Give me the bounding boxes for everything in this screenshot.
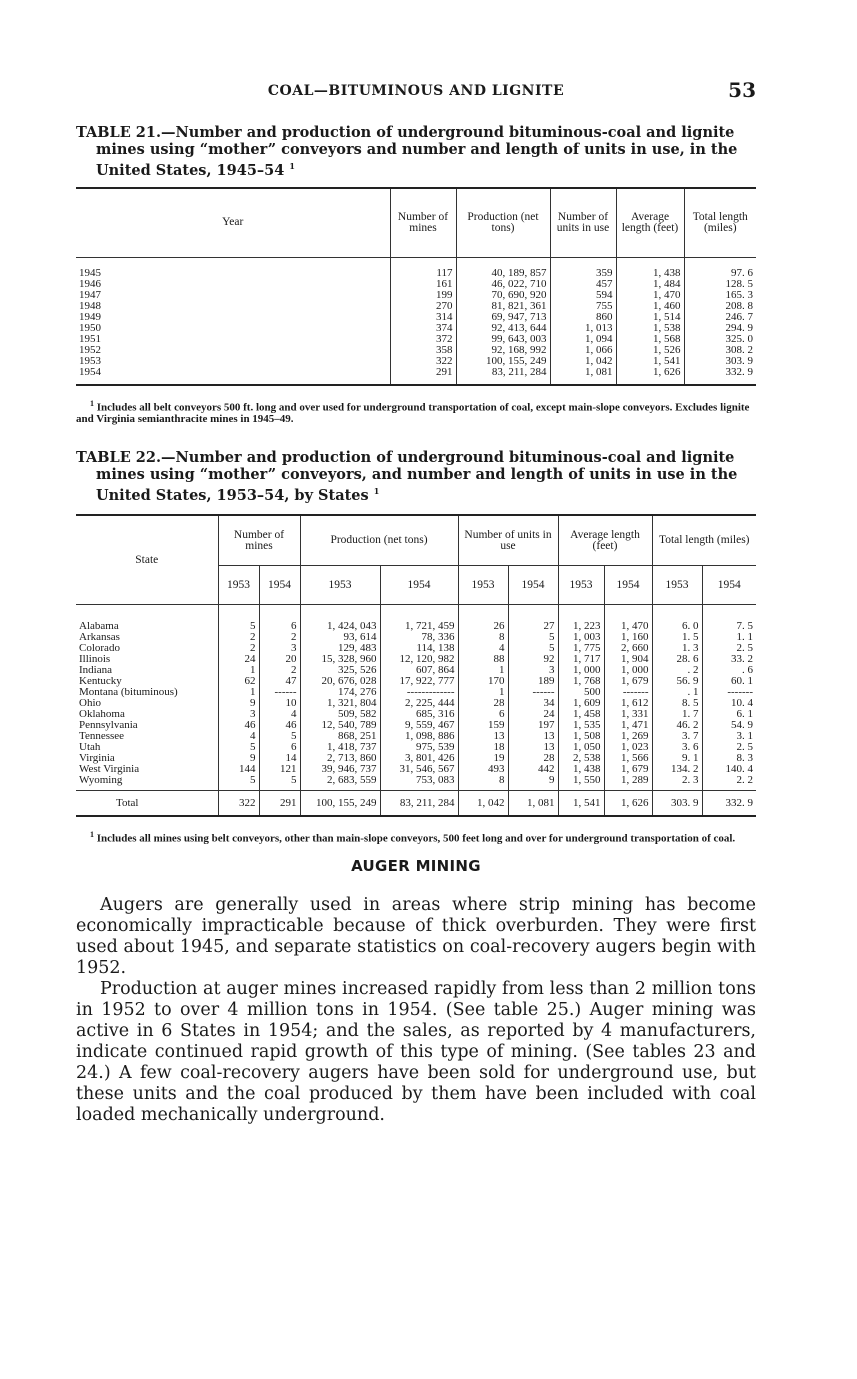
table22-value-cell: 27	[508, 605, 558, 633]
table22-value-cell: 3	[508, 665, 558, 676]
table22-value-cell: 1, 418, 737	[300, 742, 380, 753]
table22-state-cell: Virginia	[79, 752, 115, 765]
table22-value-cell: 8. 3	[702, 753, 756, 764]
table21-value-cell: 40, 189, 857	[456, 257, 550, 279]
table21-value-cell: 165. 3	[684, 290, 756, 301]
table22-value-cell: 62	[218, 676, 259, 687]
table22-value-cell: 114, 138	[380, 643, 458, 654]
table22-value-cell: 6. 1	[702, 709, 756, 720]
table22-value-cell: 1, 424, 043	[300, 605, 380, 633]
table22-value-cell: 13	[508, 742, 558, 753]
table22-value-cell: ------	[508, 687, 558, 698]
table22-total-cell: 1, 626	[604, 791, 652, 817]
running-title: COAL—BITUMINOUS AND LIGNITE	[267, 83, 565, 99]
table22-value-cell: 1, 223	[558, 605, 604, 633]
table21-col-production: Production (net tons)	[456, 188, 550, 258]
table22-value-cell: 8	[458, 775, 508, 791]
table21-year-cell: 1948	[79, 299, 101, 312]
table22-year-header: 1953	[458, 565, 508, 604]
table21-col-mines: Number of mines	[390, 188, 456, 258]
table22-value-cell: 140. 4	[702, 764, 756, 775]
table22-value-cell: 1, 612	[604, 698, 652, 709]
table22-value-cell: 4	[218, 731, 259, 742]
table22-value-cell: 34	[508, 698, 558, 709]
table22-row	[76, 605, 756, 633]
table22-total-cell: 291	[259, 791, 300, 817]
table21-value-cell: 1, 013	[550, 323, 616, 334]
table22-value-cell: 325, 526	[300, 665, 380, 676]
table22-state-cell: Illinois	[79, 653, 111, 666]
table21-value-cell: 860	[550, 312, 616, 323]
table21-value-cell: 46, 022, 710	[456, 279, 550, 290]
table22-value-cell: 92	[508, 654, 558, 665]
table22-year-header: 1954	[702, 565, 756, 604]
table21-value-cell: 199	[390, 290, 456, 301]
table22-value-cell: 9. 1	[652, 753, 702, 764]
table22-value-cell: 1, 160	[604, 632, 652, 643]
table21-value-cell: 100, 155, 249	[456, 356, 550, 367]
table21-col-year: Year	[76, 188, 390, 258]
table21-year-cell: 1954	[79, 365, 101, 378]
table21	[76, 187, 756, 386]
table22-state-cell: Tennessee	[79, 730, 125, 743]
table22-value-cell: 24	[218, 654, 259, 665]
table22-total-label: Total	[76, 791, 218, 817]
table22-value-cell: 1, 050	[558, 742, 604, 753]
table22-value-cell: 3	[218, 709, 259, 720]
table22-value-cell: 1, 471	[604, 720, 652, 731]
table21-value-cell: 1, 470	[616, 290, 684, 301]
table21-value-cell: 1, 541	[616, 356, 684, 367]
table22-value-cell: 500	[558, 687, 604, 698]
table21-value-cell: 1, 460	[616, 301, 684, 312]
table22-group-mines: Number of mines	[218, 515, 300, 565]
table22-value-cell: 1. 5	[652, 632, 702, 643]
table22-year-header: 1954	[604, 565, 652, 604]
table22-value-cell: 1, 098, 886	[380, 731, 458, 742]
table21-value-cell: 83, 211, 284	[456, 367, 550, 385]
table21-value-cell: 117	[390, 257, 456, 279]
table22-value-cell: 54. 9	[702, 720, 756, 731]
table21-value-cell: 208. 8	[684, 301, 756, 312]
table22-value-cell: -------	[604, 687, 652, 698]
table22-value-cell: 4	[458, 643, 508, 654]
table22-value-cell: 1, 775	[558, 643, 604, 654]
table22-value-cell: 24	[508, 709, 558, 720]
table22-value-cell: 88	[458, 654, 508, 665]
table21-value-cell: 594	[550, 290, 616, 301]
table21-value-cell: 92, 168, 992	[456, 345, 550, 356]
table22-value-cell: 78, 336	[380, 632, 458, 643]
table22-value-cell: 1, 269	[604, 731, 652, 742]
table22-group-avg-length: Average length (feet)	[558, 515, 652, 565]
table22-value-cell: 13	[508, 731, 558, 742]
table22-value-cell: 685, 316	[380, 709, 458, 720]
table22-value-cell: 18	[458, 742, 508, 753]
table22-value-cell: 4	[259, 709, 300, 720]
table21-value-cell: 97. 6	[684, 257, 756, 279]
table22-state-cell: Colorado	[79, 642, 120, 655]
body-paragraph-1: Augers are generally used in areas where strip mining has become economically impracticable because of thick overburden. They were first used about 1945, and separate statistics on coal-recovery augers begin with 1952.	[76, 894, 756, 978]
table22-value-cell: 9	[508, 775, 558, 791]
table22-value-cell: 1, 458	[558, 709, 604, 720]
table21-caption-note: 1	[289, 161, 295, 171]
table22-value-cell: 1, 023	[604, 742, 652, 753]
table22-value-cell: 1, 289	[604, 775, 652, 791]
table22-value-cell: 5	[508, 643, 558, 654]
table21-year-cell: 1949	[79, 310, 101, 323]
body-paragraph-2: Production at auger mines increased rapidly from less than 2 million tons in 1952 to over 4 million tons in 1954. (See table 25.) Auger mining was active in 6 States in 1954; and the sales, as reported by 4 manufacturers, indicate continued rapid growth of this type of mining. (See tables 23 and 24.) A few coal-recovery augers have been sold for underground use, but these units and the coal produced by them have been included with coal loaded mechanically underground.	[76, 978, 756, 1125]
table22-value-cell: 5	[508, 632, 558, 643]
table21-value-cell: 92, 413, 644	[456, 323, 550, 334]
table21-year-cell: 1953	[79, 354, 101, 367]
table22-value-cell: 56. 9	[652, 676, 702, 687]
running-head	[76, 78, 756, 104]
table21-value-cell: 1, 568	[616, 334, 684, 345]
table21-value-cell: 372	[390, 334, 456, 345]
table22-total-row	[76, 791, 756, 817]
table22-state-cell: Kentucky	[79, 675, 122, 688]
table22-value-cell: 129, 483	[300, 643, 380, 654]
table22-value-cell: 1. 3	[652, 643, 702, 654]
table21-value-cell: 1, 626	[616, 367, 684, 385]
table22-value-cell: 1, 508	[558, 731, 604, 742]
table22-value-cell: 1	[458, 687, 508, 698]
table22-value-cell: 5	[218, 605, 259, 633]
table22-value-cell: 39, 946, 737	[300, 764, 380, 775]
table22-value-cell: 9, 559, 467	[380, 720, 458, 731]
table22-value-cell: 2, 660	[604, 643, 652, 654]
table21-footnote-mark: 1	[90, 398, 94, 408]
table22-value-cell: 10	[259, 698, 300, 709]
table22-value-cell: 31, 546, 567	[380, 764, 458, 775]
table22-value-cell: 1, 679	[604, 764, 652, 775]
table22-value-cell: 1	[218, 687, 259, 698]
table22-value-cell: 1	[218, 665, 259, 676]
table21-value-cell: 359	[550, 257, 616, 279]
table21-row	[76, 367, 756, 385]
table22-value-cell: 8	[458, 632, 508, 643]
table22-value-cell: 26	[458, 605, 508, 633]
table22-value-cell: 5	[218, 742, 259, 753]
table22-caption-note: 1	[373, 486, 380, 497]
table22-value-cell: 144	[218, 764, 259, 775]
table22-value-cell: 2, 683, 559	[300, 775, 380, 791]
table22-value-cell: 2	[259, 665, 300, 676]
table22-value-cell: 19	[458, 753, 508, 764]
table22-footnote	[76, 829, 756, 845]
table21-footnote	[76, 398, 756, 426]
table22-value-cell: 1, 768	[558, 676, 604, 687]
section-heading: AUGER MINING	[351, 856, 481, 875]
table22-value-cell: 442	[508, 764, 558, 775]
table22-value-cell: . 6	[702, 665, 756, 676]
table21-value-cell: 322	[390, 356, 456, 367]
table21-value-cell: 1, 042	[550, 356, 616, 367]
table22-value-cell: 20, 676, 028	[300, 676, 380, 687]
table22-value-cell: 1, 609	[558, 698, 604, 709]
table22-total-cell: 303. 9	[652, 791, 702, 817]
table21-year-cell: 1946	[79, 277, 101, 290]
table22-state-cell: Alabama	[79, 620, 119, 633]
table22-year-header: 1953	[652, 565, 702, 604]
table21-year-cell: 1952	[79, 343, 101, 356]
table22-value-cell: 3. 1	[702, 731, 756, 742]
table21-value-cell: 755	[550, 301, 616, 312]
table21-value-cell: 291	[390, 367, 456, 385]
table22-value-cell: 1, 438	[558, 764, 604, 775]
table21-year-cell: 1950	[79, 321, 101, 334]
table22-value-cell: ------	[259, 687, 300, 698]
table22-footnote-text: Includes all mines using belt conveyors, other than main-slope conveyors, 500 feet long and over for underground transportation of coal.	[96, 832, 736, 845]
table22-group-production: Production (net tons)	[300, 515, 458, 565]
table22-value-cell: 1, 470	[604, 605, 652, 633]
table21-caption-text: TABLE 21.—Number and production of underground bituminous-coal and lignite mines using “mother” conveyors and number and length of units in use, in the United States, 1945–54	[76, 124, 738, 179]
table22-value-cell: 1, 535	[558, 720, 604, 731]
table22-value-cell: 170	[458, 676, 508, 687]
table21-value-cell: 457	[550, 279, 616, 290]
table21-col-total-length: Total length (miles)	[684, 188, 756, 258]
table21-year-cell: 1947	[79, 288, 101, 301]
table21-value-cell: 1, 514	[616, 312, 684, 323]
table22-value-cell: 134. 2	[652, 764, 702, 775]
table21-value-cell: 303. 9	[684, 356, 756, 367]
table22-value-cell: 2	[218, 632, 259, 643]
table22-total-cell: 1, 042	[458, 791, 508, 817]
table22-state-cell: Indiana	[79, 664, 112, 677]
table22-value-cell: 2, 713, 860	[300, 753, 380, 764]
table22-caption	[76, 449, 756, 504]
table22-body	[76, 605, 756, 791]
table22-value-cell: 3, 801, 426	[380, 753, 458, 764]
table22-year-header: 1954	[508, 565, 558, 604]
table22-value-cell: 3. 6	[652, 742, 702, 753]
table22-value-cell: 5	[218, 775, 259, 791]
table22-value-cell: 17, 922, 777	[380, 676, 458, 687]
table21-value-cell: 1, 484	[616, 279, 684, 290]
table22-total-cell: 332. 9	[702, 791, 756, 817]
table22-total-cell: 1, 541	[558, 791, 604, 817]
table22-state-cell: Montana (bituminous)	[79, 686, 178, 699]
table22-value-cell: . 2	[652, 665, 702, 676]
table21-year-cell: 1951	[79, 332, 101, 345]
table22-total-cell: 1, 081	[508, 791, 558, 817]
table22-value-cell: 93, 614	[300, 632, 380, 643]
table22-value-cell: 33. 2	[702, 654, 756, 665]
table22-value-cell: 1, 904	[604, 654, 652, 665]
table22-total-cell: 322	[218, 791, 259, 817]
table22-value-cell: -------------	[380, 687, 458, 698]
table22-value-cell: 3. 7	[652, 731, 702, 742]
table21-value-cell: 314	[390, 312, 456, 323]
table21-value-cell: 69, 947, 713	[456, 312, 550, 323]
table22-value-cell: 1, 000	[604, 665, 652, 676]
table22-value-cell: 5	[259, 775, 300, 791]
table22-value-cell: 1. 1	[702, 632, 756, 643]
table22-value-cell: 6	[458, 709, 508, 720]
table22-value-cell: 9	[218, 753, 259, 764]
table21-value-cell: 270	[390, 301, 456, 312]
table22-caption-text: TABLE 22.—Number and production of underground bituminous-coal and lignite mines using “mother” conveyors, and number and length of units in use in the United States, 1953–54, by States	[76, 449, 738, 505]
page-number: 53	[728, 78, 756, 102]
table21-body	[76, 257, 756, 385]
table22-value-cell: 159	[458, 720, 508, 731]
table21-value-cell: 99, 643, 003	[456, 334, 550, 345]
table22-value-cell: 28	[458, 698, 508, 709]
table22-value-cell: 1, 331	[604, 709, 652, 720]
table22-state-cell: Oklahoma	[79, 708, 125, 721]
table21-value-cell: 374	[390, 323, 456, 334]
table22-state-cell: West Virginia	[79, 763, 140, 776]
table22-year-header: 1954	[259, 565, 300, 604]
table22-value-cell: -------	[702, 687, 756, 698]
table22-value-cell: 46. 2	[652, 720, 702, 731]
table21-value-cell: 294. 9	[684, 323, 756, 334]
table22-value-cell: 121	[259, 764, 300, 775]
table22-value-cell: 2	[218, 643, 259, 654]
table22-state-cell: Utah	[79, 741, 101, 754]
table22-value-cell: 197	[508, 720, 558, 731]
table21-value-cell: 308. 2	[684, 345, 756, 356]
table22-value-cell: 1, 717	[558, 654, 604, 665]
table22-state-cell: Ohio	[79, 697, 101, 710]
table21-year-cell: 1945	[79, 266, 101, 279]
table22-value-cell: 2, 538	[558, 753, 604, 764]
table22-value-cell: 753, 083	[380, 775, 458, 791]
table22-value-cell: 1, 321, 804	[300, 698, 380, 709]
table22-value-cell: 975, 539	[380, 742, 458, 753]
table21-col-units: Number of units in use	[550, 188, 616, 258]
table22-value-cell: 2, 225, 444	[380, 698, 458, 709]
table22-value-cell: 15, 328, 960	[300, 654, 380, 665]
table22-state-cell: Pennsylvania	[79, 719, 138, 732]
table22-footnote-mark: 1	[90, 830, 94, 840]
table21-row	[76, 257, 756, 279]
table22-value-cell: 8. 5	[652, 698, 702, 709]
table22-value-cell: 46	[259, 720, 300, 731]
table21-value-cell: 81, 821, 361	[456, 301, 550, 312]
table22-value-cell: 46	[218, 720, 259, 731]
table22-value-cell: 2. 5	[702, 643, 756, 654]
table22-value-cell: 509, 582	[300, 709, 380, 720]
document-page	[76, 78, 756, 1126]
table21-caption	[76, 124, 756, 179]
table22-value-cell: 3	[259, 643, 300, 654]
table22-value-cell: 1, 000	[558, 665, 604, 676]
table22-value-cell: 1, 550	[558, 775, 604, 791]
table22-value-cell: 10. 4	[702, 698, 756, 709]
table22-value-cell: . 1	[652, 687, 702, 698]
table22-value-cell: 1, 721, 459	[380, 605, 458, 633]
table22-value-cell: 607, 864	[380, 665, 458, 676]
table22-value-cell: 12, 120, 982	[380, 654, 458, 665]
table22-value-cell: 12, 540, 789	[300, 720, 380, 731]
table22-row	[76, 775, 756, 791]
table22-value-cell: 1	[458, 665, 508, 676]
table22-value-cell: 174, 276	[300, 687, 380, 698]
table22-value-cell: 1. 7	[652, 709, 702, 720]
table22-year-header: 1953	[558, 565, 604, 604]
table22-col-state: State	[76, 515, 218, 605]
table21-value-cell: 246. 7	[684, 312, 756, 323]
table22-value-cell: 1, 003	[558, 632, 604, 643]
table21-value-cell: 1, 066	[550, 345, 616, 356]
table22-value-cell: 5	[259, 731, 300, 742]
table21-value-cell: 161	[390, 279, 456, 290]
table22-value-cell: 2	[259, 632, 300, 643]
table22-value-cell: 9	[218, 698, 259, 709]
table22-value-cell: 2. 5	[702, 742, 756, 753]
table22-year-header: 1954	[380, 565, 458, 604]
table22-value-cell: 60. 1	[702, 676, 756, 687]
table21-value-cell: 70, 690, 920	[456, 290, 550, 301]
table22-value-cell: 28	[508, 753, 558, 764]
table22-total-cell: 83, 211, 284	[380, 791, 458, 817]
table22	[76, 514, 756, 817]
table22-value-cell: 47	[259, 676, 300, 687]
table21-header-row	[76, 188, 756, 258]
table21-value-cell: 1, 094	[550, 334, 616, 345]
table21-value-cell: 1, 438	[616, 257, 684, 279]
table22-value-cell: 28. 6	[652, 654, 702, 665]
table22-value-cell: 2. 3	[652, 775, 702, 791]
table22-value-cell: 189	[508, 676, 558, 687]
table22-state-cell: Wyoming	[79, 774, 123, 787]
table21-value-cell: 325. 0	[684, 334, 756, 345]
table22-group-total-length: Total length (miles)	[652, 515, 756, 565]
table22-state-cell: Arkansas	[79, 631, 120, 644]
table22-value-cell: 868, 251	[300, 731, 380, 742]
table21-value-cell: 358	[390, 345, 456, 356]
table22-value-cell: 2. 2	[702, 775, 756, 791]
table22-value-cell: 493	[458, 764, 508, 775]
table21-value-cell: 1, 538	[616, 323, 684, 334]
table22-value-cell: 1, 566	[604, 753, 652, 764]
table22-year-header: 1953	[300, 565, 380, 604]
table21-footnote-text: Includes all belt conveyors 500 ft. long and over used for underground transportation of coal, except main-slope conveyors. Excludes lignite and Virginia semianthracite mines in 1945–49.	[76, 401, 750, 426]
table22-value-cell: 6	[259, 742, 300, 753]
table22-value-cell: 20	[259, 654, 300, 665]
table22-year-header: 1953	[218, 565, 259, 604]
table21-value-cell: 332. 9	[684, 367, 756, 385]
table22-total-cell: 100, 155, 249	[300, 791, 380, 817]
table21-value-cell: 1, 526	[616, 345, 684, 356]
table22-group-units: Number of units in use	[458, 515, 558, 565]
table21-col-avg-length: Average length (feet)	[616, 188, 684, 258]
table22-value-cell: 13	[458, 731, 508, 742]
table22-value-cell: 6. 0	[652, 605, 702, 633]
table22-value-cell: 7. 5	[702, 605, 756, 633]
table22-group-header-row	[76, 515, 756, 565]
table22-value-cell: 14	[259, 753, 300, 764]
table21-value-cell: 128. 5	[684, 279, 756, 290]
table22-value-cell: 1, 679	[604, 676, 652, 687]
table21-value-cell: 1, 081	[550, 367, 616, 385]
table22-value-cell: 6	[259, 605, 300, 633]
